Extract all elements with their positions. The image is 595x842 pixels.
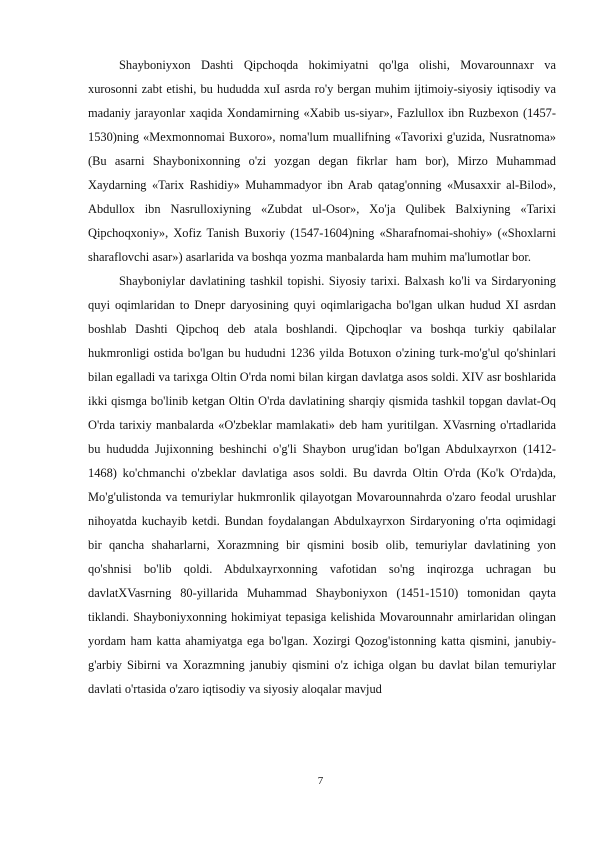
page-number: 7 xyxy=(317,775,324,787)
paragraph-sources: Shayboniyxon Dashti Qipchoqda hokimiyatni qo'lga olishi, Movarounnaxr va xurosonni zabt etishi, bu hududda xuI asrda ro'y bergan muhim ijtimoiy-siyosiy iqtisodiy va madaniy jarayonlar xaqida Xondamirning «Xabib us-siyar», Fazlullox ibn Ruzbexon (1457-1530)ning «Mexmonnomai Buxoro», noma'lum muallifning «Tavorixi g'uzida, Nusratnoma» (Bu asarni Shayboniхonning o'zi yozgan degan fikrlar ham bor), Mirzo Muhammad Xaydarning «Tarix Rashidiy» Muhammadyor ibn Arab qatag'onning «Musaxxir al-Bilod», Abdullox ibn Nasrulloxiyning «Zubdat ul-Osor», Xo'ja Qulibek Balxiyning «Tarixi Qipchoqxoniy», Xofiz Tanish Buxoriy (1547-1604)ning «Sharafnomai-shohiy» («Shoxlarni sharaflovchi asar») asarlarida va boshqa yozma manbalarda ham muhim ma'lumotlar bor. xyxy=(88,58,556,264)
paragraph-shayboniylar-state: Shayboniylar davlatining tashkil topishi. Siyosiy tarixi. Balxash ko'li va Sirdaryoning quyi oqimlaridan to Dnepr daryosining quyi oqimlarigacha bo'lgan ulkan hudud XI asrdan boshlab Dashti Qipchoq deb atala boshlandi. Qipchoqlar va boshqa turkiy qabilalar hukmronligi ostida bo'lgan bu hududni 1236 yilda Botuxon o'zining turk-mo'g'ul qo'shinlari bilan egalladi va tarixga Oltin O'rda nomi bilan kirgan davlatga asos soldi. XIV asr boshlarida ikki qismga bo'linib ketgan Oltin O'rda davlatining sharqiy qismida tashkil topgan davlat-Oq O'rda tarixiy manbalarda «O'zbeklar mamlakati» deb ham yuritilgan. XVasrning o'rtadlarida bu hududda Jujixonning beshinchi o'g'li Shaybon urug'idan bo'lgan Abdulxayrxon (1412-1468) ko'chmanchi o'zbeklar davlatiga asos soldi. Bu davrda Oltin O'rda (Ko'k O'rda)da, Mo'g'ulistonda va temuriylar hukmronlik qilayotgan Movarounnahrda o'zaro feodal urushlar nihoyatda kuchayib ketdi. Bundan foydalangan Abdulxayrxon Sirdaryoning o'rta oqimidagi bir qancha shaharlarni, Xorazmning bir qismini bosib olib, temuriylar davlatining yon qo'shnisi bo'lib qoldi. Abdulxayrxonning vafotidan so'ng inqirozga uchragan bu davlatXVasrning 80-yillarida Muhammad Shayboniyxon (1451-1510) tomonidan qayta tiklandi. Shayboniyxonning hokimiyat tepasiga kelishida Movarounnahr amirlaridan olingan yordam ham katta ahamiyatga ega bo'lgan. Xozirgi Qozog'istonning katta qismini, janubiy-g'arbiy Sibirni va Xorazmning janubiy qismini o'z ichiga olgan bu davlat bilan temuriylar davlati o'rtasida o'zaro iqtisodiy va siyosiy aloqalar mavjud xyxy=(88,274,556,696)
body-text xyxy=(88,53,556,701)
